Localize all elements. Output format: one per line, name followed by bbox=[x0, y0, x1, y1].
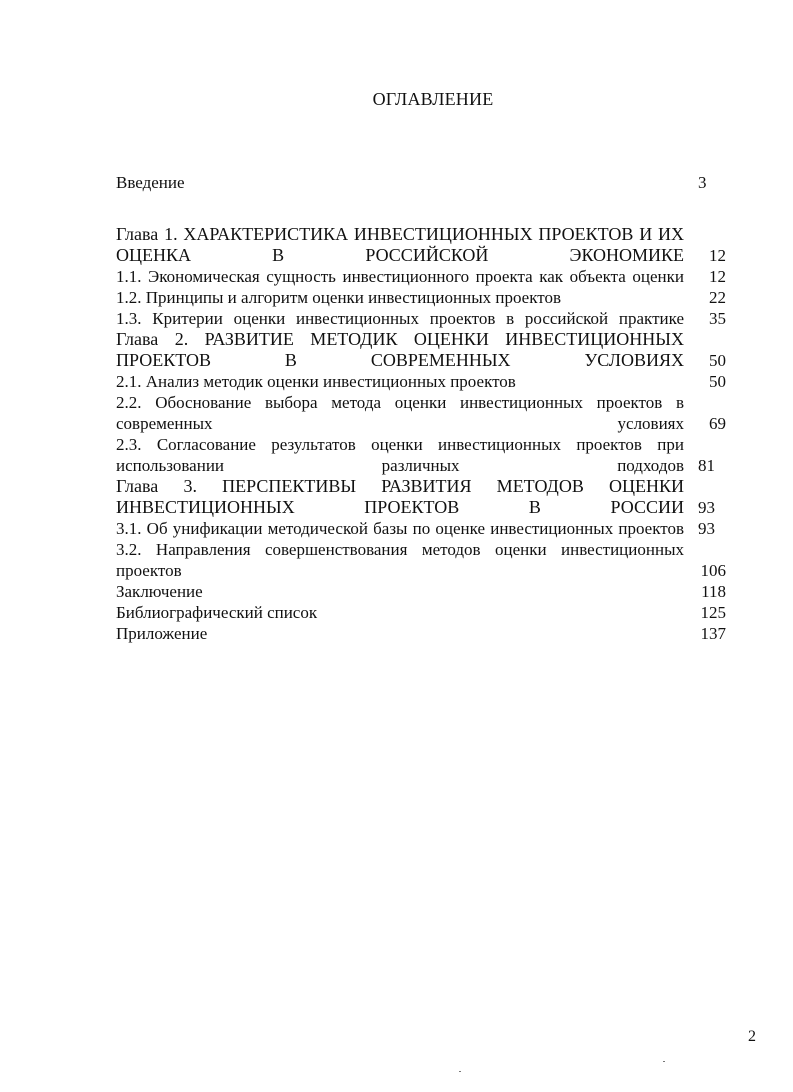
toc-entry-page: 12 bbox=[709, 267, 726, 286]
toc-entry-text: Введение bbox=[116, 173, 185, 192]
toc-entry-section-2-3 bbox=[116, 434, 726, 476]
toc-entry-text: 3.2. Направления совершенствования методов оценки инвестиционных проектов bbox=[116, 540, 684, 580]
toc-entry-text: Заключение bbox=[116, 582, 203, 601]
toc-entry-text: Глава 2. РАЗВИТИЕ МЕТОДИК ОЦЕНКИ ИНВЕСТИЦИОННЫХ ПРОЕКТОВ В СОВРЕМЕННЫХ УСЛОВИЯХ bbox=[116, 329, 684, 370]
toc-entry-text: 1.1. Экономическая сущность инвестиционного проекта как объекта оценки bbox=[116, 267, 684, 286]
toc-entry-text: 2.1. Анализ методик оценки инвестиционных проектов bbox=[116, 372, 516, 391]
toc-entry-section-3-2 bbox=[116, 539, 726, 581]
toc-entry-page: 50 bbox=[709, 351, 726, 370]
toc-entry-section-2-2 bbox=[116, 392, 726, 434]
toc-entry-conclusion bbox=[116, 581, 726, 602]
toc-entry-chapter-3 bbox=[116, 476, 726, 518]
scan-speck bbox=[663, 1061, 665, 1062]
toc-entry-page: 93 bbox=[698, 519, 715, 538]
toc-entry-page: 81 bbox=[698, 456, 715, 475]
toc-entry-section-1-3 bbox=[116, 308, 726, 329]
toc-entry-page: 69 bbox=[709, 414, 726, 433]
table-of-contents bbox=[116, 172, 726, 644]
toc-entry-text: Глава 3. ПЕРСПЕКТИВЫ РАЗВИТИЯ МЕТОДОВ ОЦЕНКИ ИНВЕСТИЦИОННЫХ ПРОЕКТОВ В РОССИИ bbox=[116, 476, 684, 517]
toc-entry-section-3-1 bbox=[116, 518, 726, 539]
toc-entry-page: 12 bbox=[709, 246, 726, 265]
toc-entry-page: 125 bbox=[700, 603, 726, 622]
toc-entry-page: 118 bbox=[701, 582, 726, 601]
toc-entry-text: Библиографический список bbox=[116, 603, 318, 622]
toc-entry-page: 50 bbox=[709, 372, 726, 391]
toc-entry-text: 1.2. Принципы и алгоритм оценки инвестиционных проектов bbox=[116, 288, 561, 307]
toc-entry-page: 106 bbox=[700, 561, 726, 580]
toc-entry-page: 22 bbox=[709, 288, 726, 307]
toc-entry-text: Глава 1. ХАРАКТЕРИСТИКА ИНВЕСТИЦИОННЫХ ПРОЕКТОВ И ИХ ОЦЕНКА В РОССИЙСКОЙ ЭКОНОМИКЕ bbox=[116, 224, 684, 265]
toc-entry-page: 137 bbox=[700, 624, 726, 643]
toc-entry-appendix bbox=[116, 623, 726, 644]
toc-entry-chapter-2 bbox=[116, 329, 726, 371]
toc-entry-text: 1.3. Критерии оценки инвестиционных проектов в российской практике bbox=[116, 309, 684, 328]
toc-entry-page: 93 bbox=[698, 498, 715, 517]
toc-entry-section-1-1 bbox=[116, 266, 726, 287]
toc-entry-text: 2.2. Обоснование выбора метода оценки инвестиционных проектов в современных условиях bbox=[116, 393, 684, 433]
toc-entry-page: 35 bbox=[709, 309, 726, 328]
scan-speck bbox=[459, 1071, 461, 1072]
toc-entry-chapter-1 bbox=[116, 224, 726, 266]
toc-entry-introduction bbox=[116, 172, 726, 193]
toc-entry-section-1-2 bbox=[116, 287, 726, 308]
toc-entry-bibliography bbox=[116, 602, 726, 623]
toc-entry-text: Приложение bbox=[116, 624, 208, 643]
page-number: 2 bbox=[748, 1028, 756, 1045]
toc-entry-page: 3 bbox=[698, 173, 707, 192]
toc-entry-text: 2.3. Согласование результатов оценки инвестиционных проектов при использовании различных подходов bbox=[116, 435, 684, 475]
toc-entry-text: 3.1. Об унификации методической базы по оценке инвестиционных проектов bbox=[116, 519, 684, 538]
toc-entry-section-2-1 bbox=[116, 371, 726, 392]
page-title: ОГЛАВЛЕНИЕ bbox=[372, 89, 494, 109]
